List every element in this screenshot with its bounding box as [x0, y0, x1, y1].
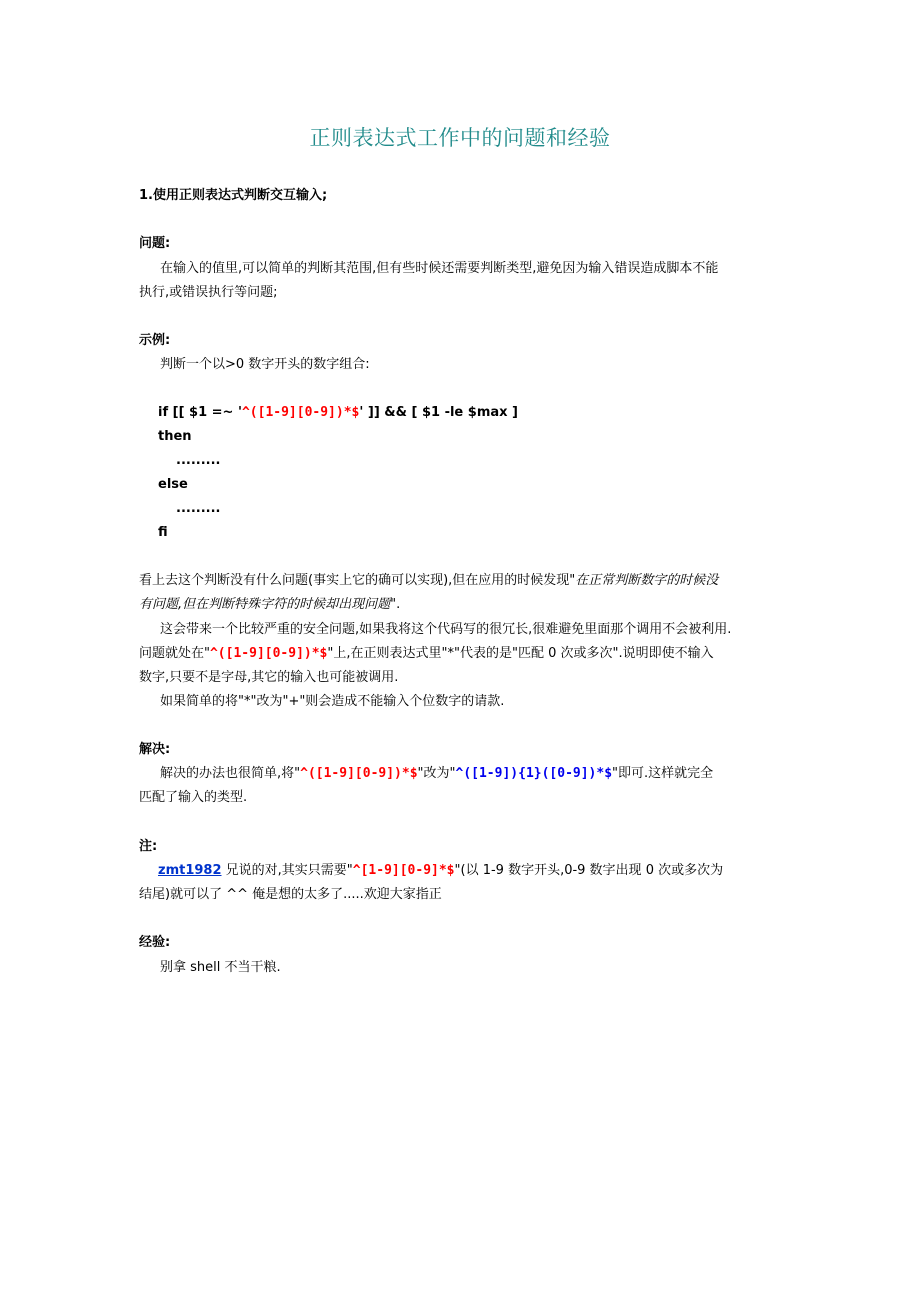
user-link[interactable]: zmt1982 — [158, 863, 222, 878]
example-label: 示例: — [139, 333, 171, 348]
page-title: 正则表达式工作中的问题和经验 — [309, 126, 611, 150]
analysis-regex: ^([1-9][0-9])*$ — [209, 646, 328, 661]
solution-regex-old: ^([1-9][0-9])*$ — [300, 766, 418, 781]
analysis-p3: 如果简单的将"*"改为"+"则会造成不能输入个位数字的请款. — [160, 694, 505, 709]
code-dots-2: ......... — [176, 501, 221, 516]
note-suffix: "(以 1-9 数字开头,0-9 数字出现 0 次或多次为 — [454, 863, 724, 878]
solution-prefix: 解决的办法也很简单,将" — [160, 766, 301, 781]
analysis-line2 — [139, 595, 400, 615]
note-line2: 结尾)就可以了 ^^ 俺是想的太多了.....欢迎大家指正 — [139, 887, 442, 902]
problem-text-line2: 执行,或错误执行等问题; — [139, 285, 278, 300]
solution-label: 解决: — [139, 742, 171, 757]
experience-text: 别拿 shell 不当干粮. — [160, 960, 281, 975]
analysis-p2-line1: 这会带来一个比较严重的安全问题,如果我将这个代码写的很冗长,很难避免里面那个调用不会被利用. — [160, 622, 732, 637]
experience-label: 经验: — [139, 935, 171, 950]
note-line1 — [158, 861, 723, 881]
example-intro: 判断一个以>0 数字开头的数字组合: — [160, 357, 370, 372]
analysis-italic-1: 在正常判断数字的时候没 — [575, 573, 719, 588]
analysis-italic-2: 有问题,但在判断特殊字符的时候却出现问题 — [139, 597, 391, 612]
note-regex: ^[1-9][0-9]*$ — [352, 863, 455, 878]
analysis-p2-line3: 数字,只要不是字母,其它的输入也可能被调用. — [139, 670, 399, 685]
analysis-line1 — [139, 571, 718, 591]
problem-label: 问题: — [139, 236, 171, 251]
code-regex: ^([1-9][0-9])*$ — [241, 405, 360, 420]
solution-line2: 匹配了输入的类型. — [139, 790, 248, 805]
problem-text-line1: 在输入的值里,可以简单的判断其范围,但有些时候还需要判断类型,避免因为输入错误造成脚本不能 — [160, 261, 719, 276]
analysis-quote-end: ". — [390, 597, 401, 612]
code-dots-1: ......... — [176, 453, 221, 468]
code-if-prefix: if [[ $1 =~ ' — [158, 405, 242, 420]
code-fi: fi — [158, 525, 168, 540]
note-label: 注: — [139, 839, 158, 854]
analysis-p2-suffix: "上,在正则表达式里"*"代表的是"匹配 0 次或多次".说明即使不输入 — [327, 646, 714, 661]
solution-line1 — [160, 764, 713, 784]
solution-suffix: "即可.这样就完全 — [612, 766, 714, 781]
note-prefix: 兄说的对,其实只需要" — [221, 863, 353, 878]
solution-mid: "改为" — [417, 766, 456, 781]
solution-regex-new: ^([1-9]){1}([0-9])*$ — [455, 766, 613, 781]
section-heading: 1.使用正则表达式判断交互输入; — [139, 188, 328, 203]
analysis-p2-line2 — [139, 644, 714, 664]
analysis-text: 看上去这个判断没有什么问题(事实上它的确可以实现),但在应用的时候发现" — [139, 573, 576, 588]
code-if-suffix: ' ]] && [ $1 -le $max ] — [359, 405, 518, 420]
analysis-p2-prefix: 问题就处在" — [139, 646, 210, 661]
code-if-line — [158, 403, 518, 423]
code-else: else — [158, 477, 188, 492]
code-then: then — [158, 429, 192, 444]
